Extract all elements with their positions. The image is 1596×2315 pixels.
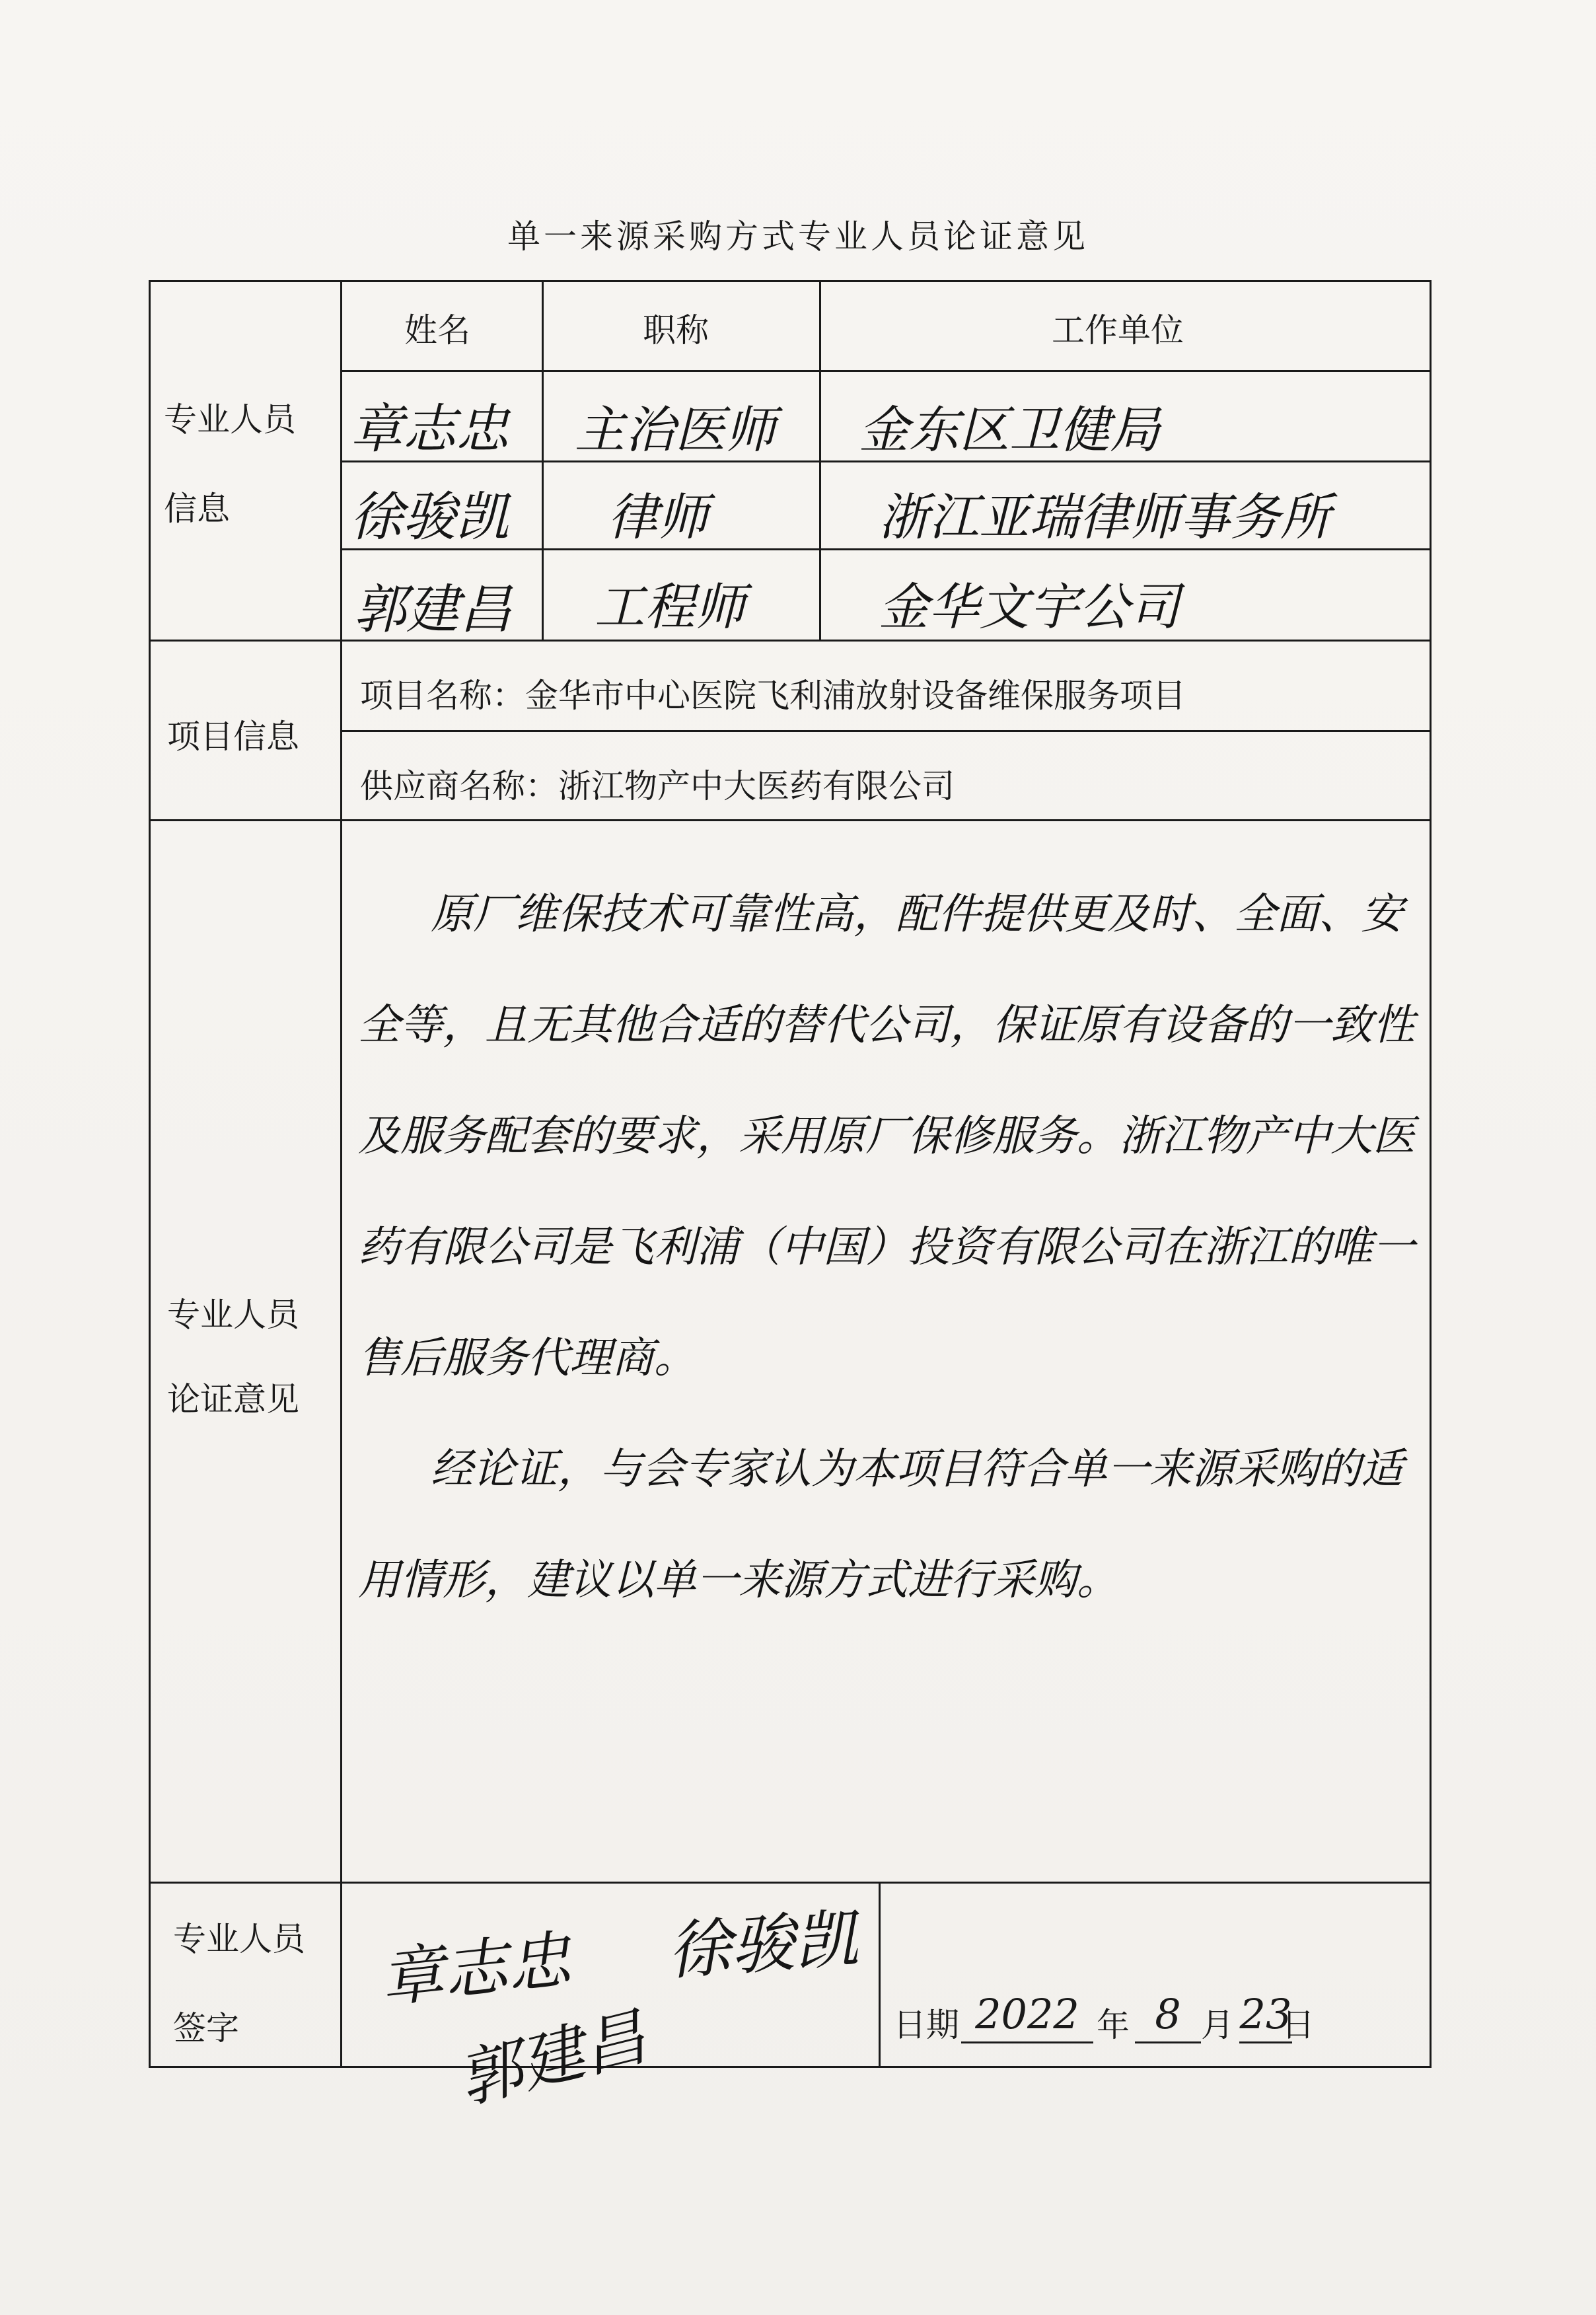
expert-2-name: 徐骏凯	[350, 486, 509, 548]
signature-2: 徐骏凯	[665, 1901, 861, 1989]
date-label: 日期	[893, 2006, 959, 2044]
document-title: 单一来源采购方式专业人员论证意见	[507, 217, 1089, 256]
expert-2-title: 律师	[608, 488, 708, 546]
expert-1-title: 主治医师	[575, 400, 776, 459]
expert-1-unit: 金东区卫健局	[859, 400, 1160, 459]
expert-2-unit: 浙江亚瑞律师事务所	[879, 488, 1330, 546]
expert-3-title: 工程师	[595, 577, 745, 636]
project-name: 项目名称：金华市中心医院飞利浦放射设备维保服务项目	[360, 677, 1186, 715]
header-unit: 工作单位	[1052, 311, 1184, 349]
header-name: 姓名	[404, 311, 470, 349]
expert-3-unit: 金华文宇公司	[879, 577, 1180, 636]
opinion-label-line1: 专业人员	[167, 1296, 299, 1334]
date-day-char: 日	[1282, 2006, 1315, 2044]
expert-info-label-line1: 专业人员	[164, 400, 296, 439]
date-year-char: 年	[1097, 2006, 1130, 2044]
signature-1: 章志忠	[377, 1923, 574, 2016]
header-title: 职称	[643, 311, 709, 349]
opinion-label-line2: 论证意见	[167, 1380, 299, 1418]
date-year: 2022	[961, 1990, 1093, 2043]
expert-info-label-line2: 信息	[164, 490, 230, 528]
opinion-body	[358, 859, 1415, 1636]
opinion-paragraph-1: 原厂维保技术可靠性高，配件提供更及时、全面、安全等，且无其他合适的替代公司，保证原有设备的一致性及服务配套的要求，采用原厂保修服务。浙江物产中大医药有限公司是飞利浦（中国）投资有限公司在浙江的唯一售后服务代理商。	[358, 890, 1415, 1383]
date-month: 8	[1135, 1990, 1201, 2043]
signature-3: 郭建昌	[451, 1999, 654, 2117]
expert-3-name: 郭建昌	[353, 579, 512, 640]
date-day: 23	[1239, 1990, 1292, 2043]
signature-label-line2: 签字	[173, 2009, 239, 2047]
supplier-name: 供应商名称：浙江物产中大医药有限公司	[360, 767, 955, 805]
opinion-paragraph-2: 经论证，与会专家认为本项目符合单一来源采购的适用情形，建议以单一来源方式进行采购。	[358, 1445, 1403, 1605]
expert-1-name: 章志忠	[350, 398, 509, 460]
project-info-label: 项目信息	[167, 717, 299, 756]
date-month-char: 月	[1201, 2006, 1234, 2044]
signature-label-line1: 专业人员	[173, 1920, 305, 1958]
